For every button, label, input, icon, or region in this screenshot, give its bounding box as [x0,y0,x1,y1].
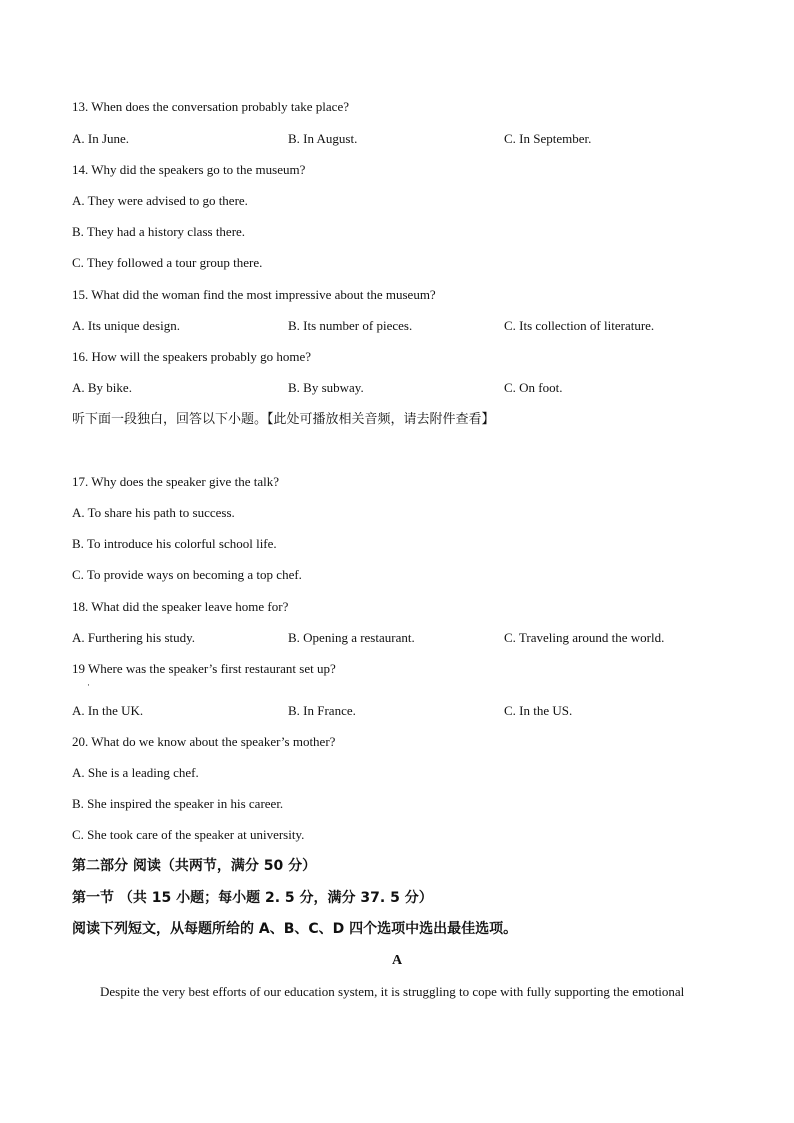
reading-instruction: 阅读下列短文，从每题所给的 A、B、C、D 四个选项中选出最佳选项。 [72,921,518,937]
question-17-option-b: B. To introduce his colorful school life. [72,536,277,551]
question-17-stem: 17. Why does the speaker give the talk? [72,474,279,489]
question-17-option-c: C. To provide ways on becoming a top chef. [72,567,302,582]
question-15-option-c: C. Its collection of literature. [504,318,655,333]
question-17-option-a: A. To share his path to success. [72,505,235,520]
question-14-option-b: B. They had a history class there. [72,224,246,239]
question-18-option-c: C. Traveling around the world. [504,630,665,645]
question-13-option-c: C. In September. [504,131,592,146]
stray-dot-mark: · [87,680,90,690]
passage-first-line: Despite the very best efforts of our education system, it is struggling to cope with fully supporting the emotional [100,984,685,999]
question-19-stem: 19 Where was the speaker’s first restaurant set up? [72,661,336,676]
question-13-option-a: A. In June. [72,131,130,146]
question-15-option-a: A. Its unique design. [72,318,180,333]
question-16-option-c: C. On foot. [504,380,563,395]
question-20-option-a: A. She is a leading chef. [72,765,199,780]
question-14-option-a: A. They were advised to go there. [72,193,248,208]
question-18-option-a: A. Furthering his study. [72,630,196,645]
monologue-instruction: 听下面一段独白，回答以下小题。【此处可播放相关音频，请去附件查看】 [72,412,495,427]
question-20-stem: 20. What do we know about the speaker’s mother? [72,734,336,749]
passage-label: A [391,953,403,968]
section-1-heading: 第一节 （共 15 小题；每小题 2. 5 分，满分 37. 5 分） [72,890,433,906]
question-20-option-b: B. She inspired the speaker in his career. [72,796,284,811]
question-13-option-b: B. In August. [288,131,358,146]
part-2-heading: 第二部分 阅读（共两节，满分 50 分） [72,858,317,874]
question-14-stem: 14. Why did the speakers go to the museum? [72,162,306,177]
question-16-option-a: A. By bike. [72,380,132,395]
question-19-option-b: B. In France. [288,703,356,718]
question-18-option-b: B. Opening a restaurant. [288,630,415,645]
question-19-option-a: A. In the UK. [72,703,144,718]
question-13-stem: 13. When does the conversation probably take place? [72,99,349,114]
question-20-option-c: C. She took care of the speaker at university. [72,827,305,842]
question-15-option-b: B. Its number of pieces. [288,318,413,333]
question-16-stem: 16. How will the speakers probably go home? [72,349,312,364]
question-14-option-c: C. They followed a tour group there. [72,255,263,270]
question-15-stem: 15. What did the woman find the most impressive about the museum? [72,287,436,302]
question-18-stem: 18. What did the speaker leave home for? [72,599,289,614]
question-16-option-b: B. By subway. [288,380,364,395]
question-19-option-c: C. In the US. [504,703,573,718]
